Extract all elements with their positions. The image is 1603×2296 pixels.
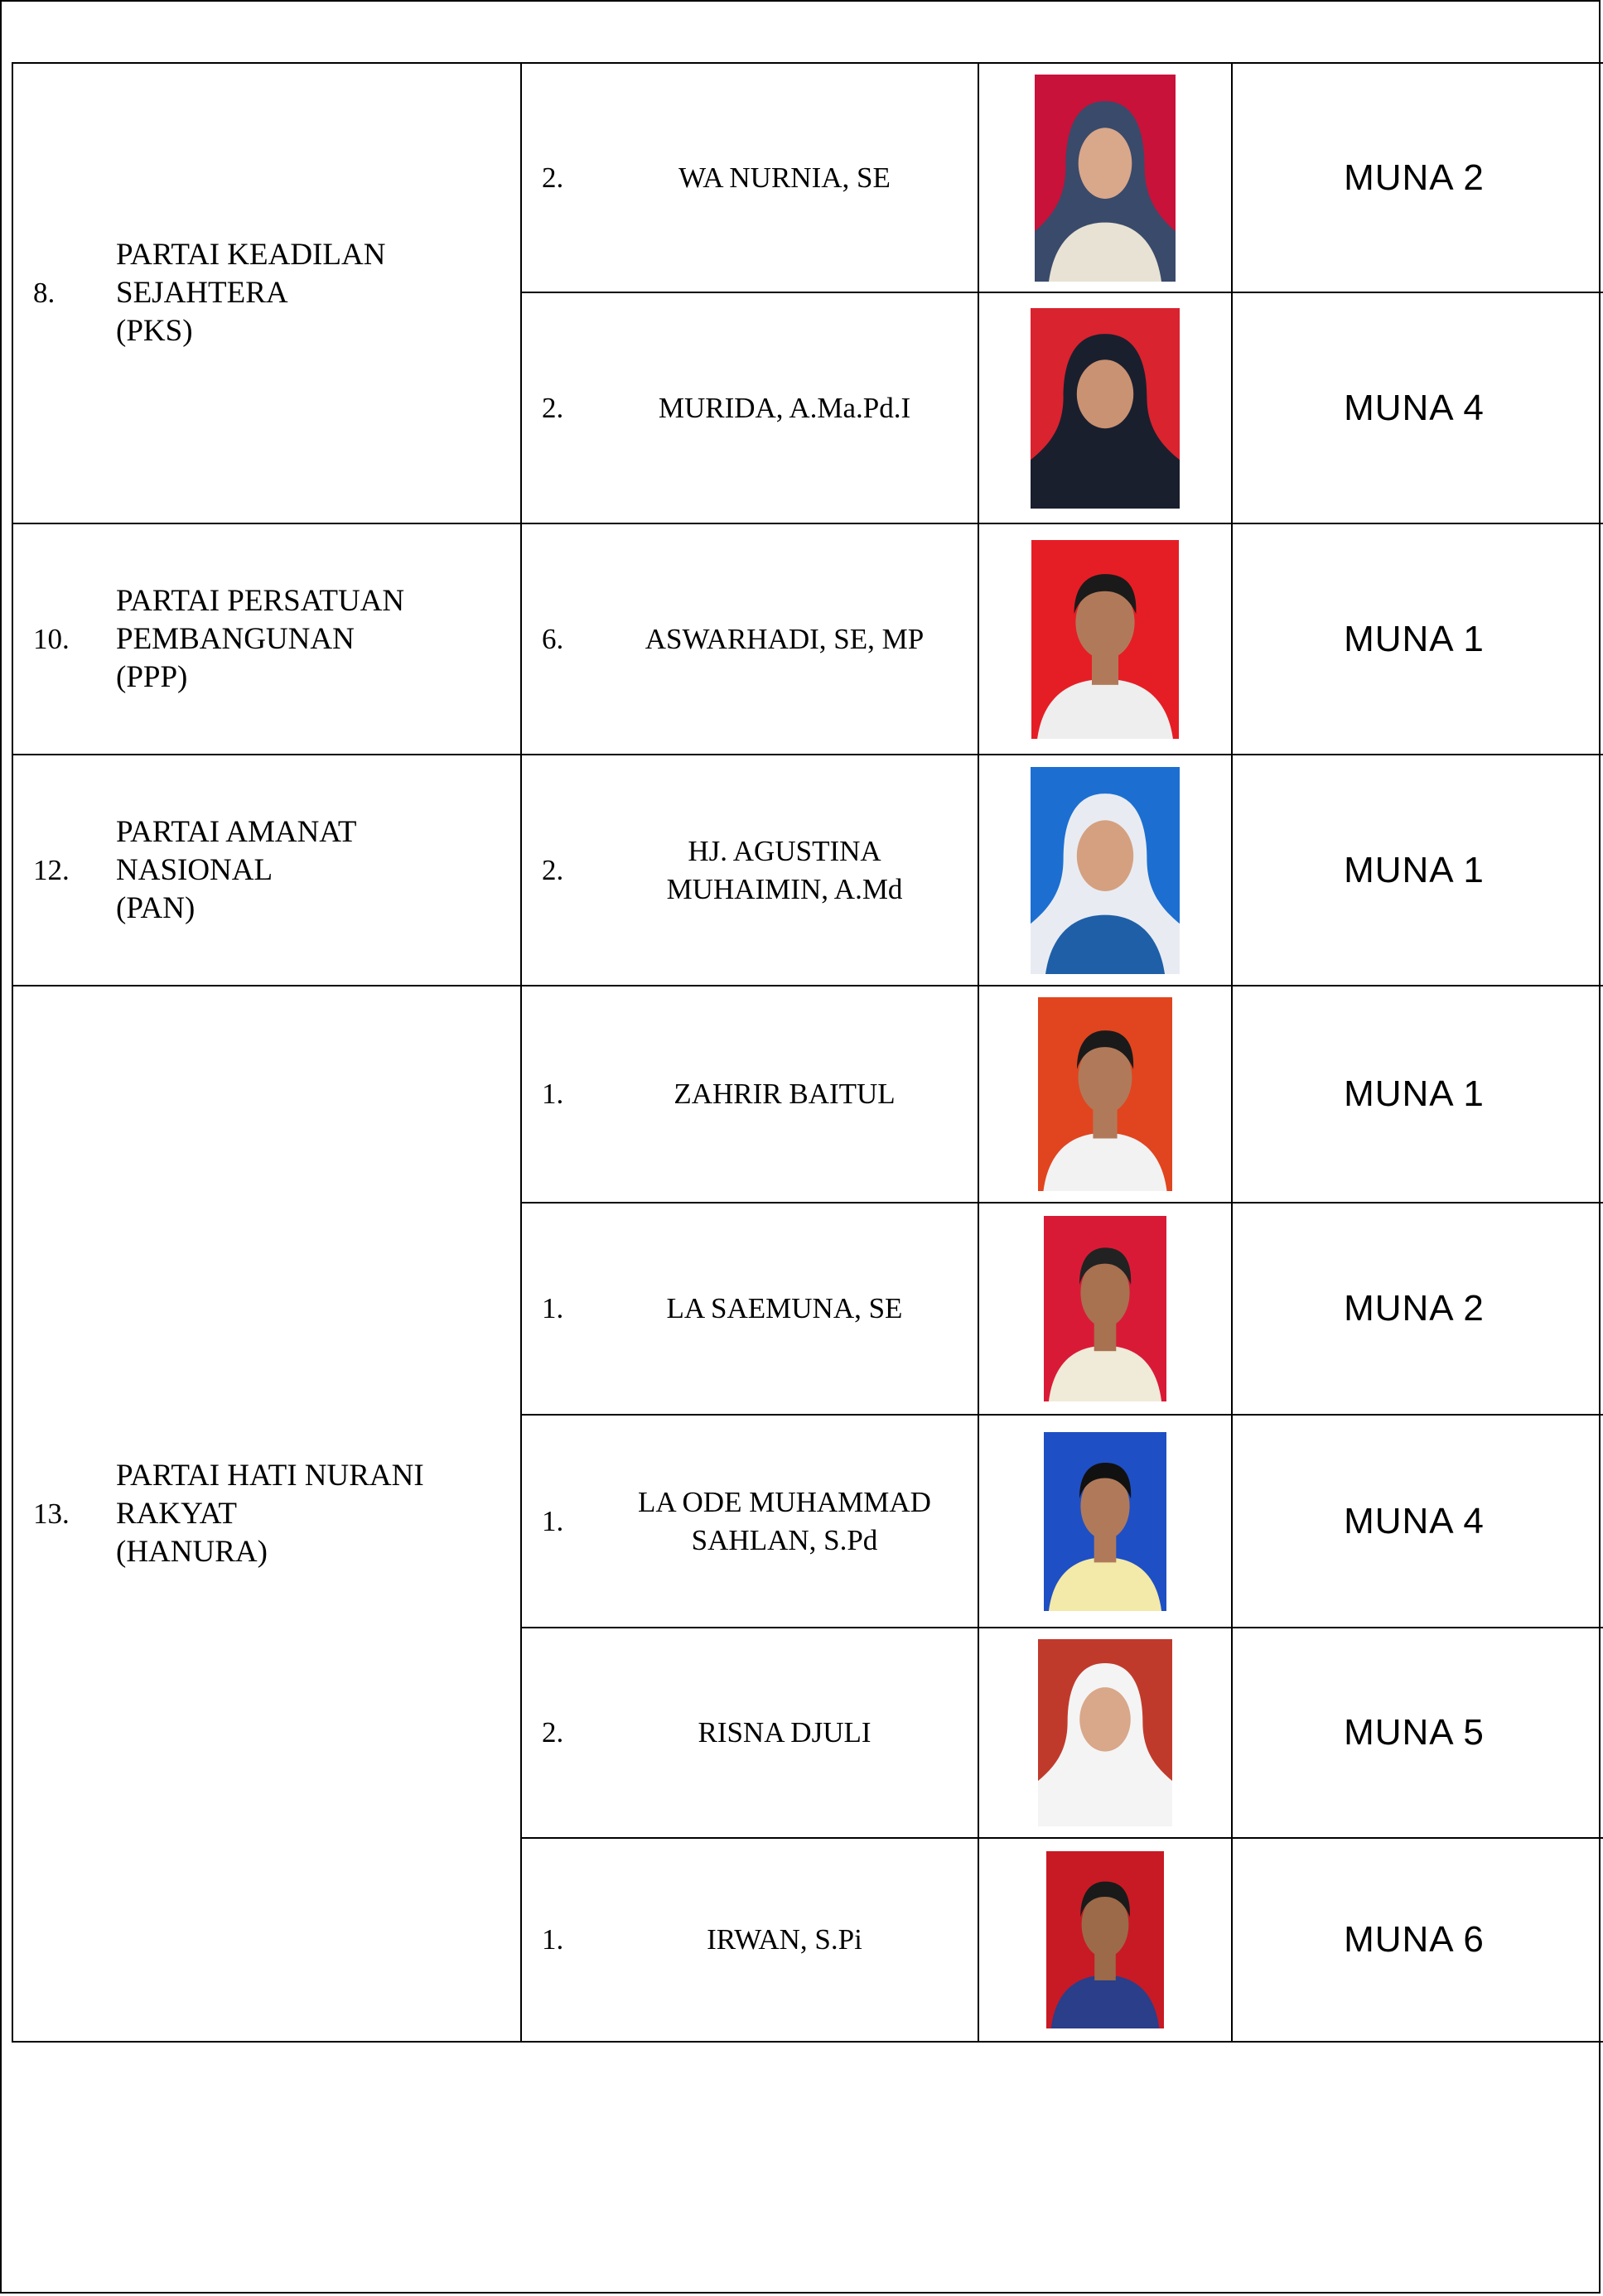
photo-cell: [978, 986, 1232, 1203]
party-number: 10.: [33, 622, 70, 655]
electoral-district: MUNA 4: [1344, 1500, 1485, 1541]
candidate-cell: [521, 1203, 978, 1415]
dapil-cell: [1232, 755, 1603, 986]
party-number: 12.: [33, 853, 70, 886]
party-name-line: PARTAI HATI NURANI: [116, 1458, 424, 1493]
party-number: 13.: [33, 1497, 70, 1530]
party-name-line: PARTAI KEADILAN: [116, 238, 386, 272]
candidate-number: 1.: [542, 1923, 564, 1956]
party-name: [116, 236, 385, 350]
electoral-district: MUNA 1: [1344, 618, 1485, 659]
party-name-line: NASIONAL: [116, 852, 273, 887]
photo-cell: [978, 1203, 1232, 1415]
candidate-cell: [521, 1628, 978, 1838]
candidate-cell: [521, 755, 978, 986]
candidate-name-line: ZAHRIR BAITUL: [674, 1078, 896, 1110]
party-name-line: PARTAI PERSATUAN: [116, 583, 405, 618]
candidate-cell: [521, 1415, 978, 1628]
party-name: [116, 582, 404, 697]
dapil-cell: [1232, 523, 1603, 755]
candidate-photo: [1044, 1432, 1166, 1611]
candidate-name-line: WA NURNIA, SE: [678, 161, 891, 194]
candidate-photo: [1031, 767, 1180, 974]
candidate-cell: [521, 986, 978, 1203]
candidate-name-line: MURIDA, A.Ma.Pd.I: [658, 391, 911, 424]
dapil-cell: [1232, 986, 1603, 1203]
table-row: [12, 986, 1603, 1203]
photo-cell: [978, 1628, 1232, 1838]
dapil-cell: [1232, 1203, 1603, 1415]
party-cell: [12, 755, 521, 986]
candidate-name-line: LA SAEMUNA, SE: [666, 1292, 903, 1324]
candidate-name-line: MUHAIMIN, A.Md: [666, 872, 903, 905]
photo-cell: [978, 523, 1232, 755]
table-row: [12, 755, 1603, 986]
party-number: 8.: [33, 277, 56, 309]
candidate-cell: [521, 63, 978, 292]
photo-cell: [978, 1838, 1232, 2042]
candidate-name: [600, 620, 978, 658]
party-cell: [12, 523, 521, 755]
dapil-cell: [1232, 63, 1603, 292]
party-name-line: PEMBANGUNAN: [116, 621, 355, 656]
party-cell: [12, 63, 521, 523]
party-name-line: PARTAI AMANAT: [116, 814, 357, 849]
candidate-photo: [1031, 540, 1179, 739]
table-row: [12, 523, 1603, 755]
candidate-name-line: LA ODE MUHAMMAD: [638, 1485, 931, 1518]
candidate-photo: [1038, 1639, 1172, 1826]
candidate-name: [600, 389, 978, 427]
candidate-cell: [521, 292, 978, 523]
photo-cell: [978, 292, 1232, 523]
electoral-district: MUNA 1: [1344, 1073, 1485, 1114]
party-name-line: (HANURA): [116, 1534, 268, 1569]
candidate-name: [600, 1075, 978, 1113]
dapil-cell: [1232, 1628, 1603, 1838]
dapil-cell: [1232, 292, 1603, 523]
candidate-name: [600, 159, 978, 197]
party-name: [116, 1457, 424, 1571]
party-name-line: SEJAHTERA: [116, 276, 288, 310]
party-name-line: (PAN): [116, 890, 196, 925]
party-cell: [12, 986, 521, 2042]
dapil-cell: [1232, 1838, 1603, 2042]
electoral-district: MUNA 2: [1344, 1288, 1485, 1329]
candidate-table: [12, 62, 1603, 2043]
electoral-district: MUNA 4: [1344, 387, 1485, 428]
party-name: [116, 813, 357, 928]
candidate-name: [600, 832, 978, 909]
electoral-district: MUNA 2: [1344, 157, 1485, 198]
candidate-name-line: IRWAN, S.Pi: [707, 1923, 862, 1956]
dapil-cell: [1232, 1415, 1603, 1628]
photo-cell: [978, 1415, 1232, 1628]
candidate-photo: [1046, 1851, 1164, 2028]
candidate-number: 1.: [542, 1078, 564, 1110]
party-name-line: (PPP): [116, 659, 188, 694]
candidate-number: 6.: [542, 622, 564, 655]
electoral-district: MUNA 6: [1344, 1919, 1485, 1960]
party-name-line: (PKS): [116, 314, 193, 348]
electoral-district: MUNA 5: [1344, 1712, 1485, 1753]
candidate-name: [600, 1921, 978, 1959]
candidate-photo: [1044, 1216, 1166, 1401]
candidate-cell: [521, 1838, 978, 2042]
table-row: [12, 63, 1603, 292]
candidate-number: 2.: [542, 161, 564, 194]
party-name-line: RAKYAT: [116, 1496, 237, 1531]
candidate-number: 1.: [542, 1504, 564, 1537]
candidate-name: [600, 1714, 978, 1752]
candidate-photo: [1031, 308, 1180, 509]
candidate-name: [600, 1483, 978, 1560]
candidate-photo: [1035, 75, 1176, 282]
candidate-cell: [521, 523, 978, 755]
candidate-number: 2.: [542, 1716, 564, 1749]
candidate-name-line: RISNA DJULI: [698, 1716, 872, 1749]
candidate-number: 2.: [542, 853, 564, 886]
candidate-photo: [1038, 997, 1172, 1191]
candidate-name-line: HJ. AGUSTINA: [688, 834, 881, 867]
candidate-name-line: SAHLAN, S.Pd: [691, 1523, 878, 1556]
candidate-name-line: ASWARHADI, SE, MP: [645, 622, 925, 655]
photo-cell: [978, 63, 1232, 292]
candidate-number: 1.: [542, 1292, 564, 1324]
photo-cell: [978, 755, 1232, 986]
candidate-number: 2.: [542, 391, 564, 424]
candidate-name: [600, 1290, 978, 1328]
electoral-district: MUNA 1: [1344, 849, 1485, 890]
